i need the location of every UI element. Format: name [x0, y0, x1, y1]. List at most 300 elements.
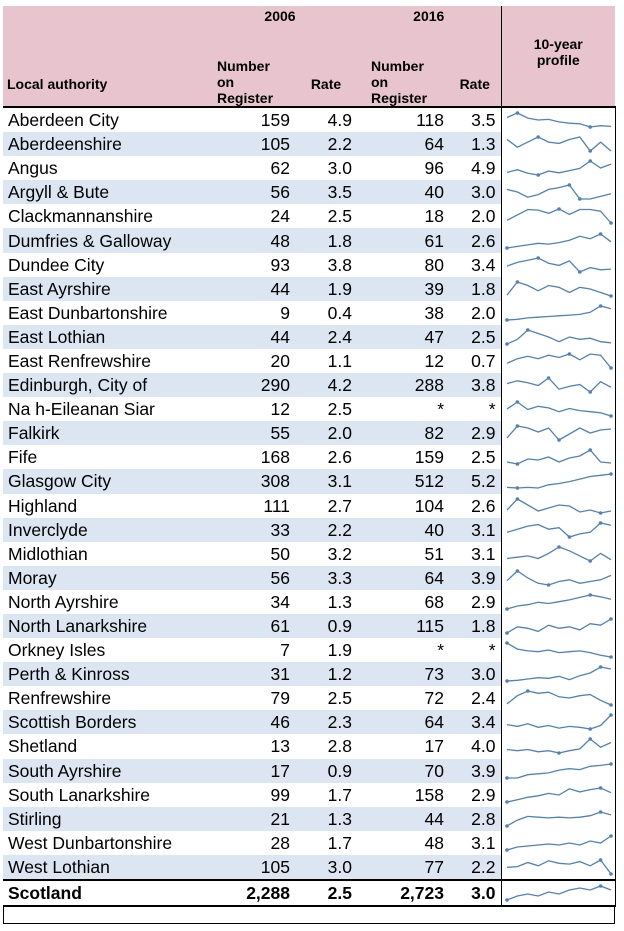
sparkline-marker [588, 390, 592, 394]
sparkline-marker [578, 270, 582, 274]
sparkline-cell [501, 325, 615, 349]
number-2006: 105 [203, 132, 295, 156]
sparkline-line [507, 764, 611, 778]
table-row [3, 156, 615, 180]
table-row [3, 301, 615, 325]
authority-name: Na h-Eileanan Siar [3, 397, 203, 421]
rate-2006-header: Rate [295, 26, 357, 107]
sparkline-marker [505, 641, 509, 645]
sparkline-marker [505, 607, 509, 611]
table-row [3, 807, 615, 831]
authority-name: Renfrewshire [3, 686, 203, 710]
sparkline-cell [501, 590, 615, 614]
sparkline [504, 568, 614, 588]
table-row [3, 445, 615, 469]
table-row [3, 349, 615, 373]
rate-2006: 1.2 [295, 662, 357, 686]
authority-name: Aberdeen City [3, 107, 203, 132]
register-table [3, 6, 616, 907]
sparkline [504, 423, 614, 443]
sparkline-marker [609, 617, 613, 621]
authority-name: East Dunbartonshire [3, 301, 203, 325]
rate-2006: 0.9 [295, 614, 357, 638]
sparkline-marker [546, 583, 550, 587]
sparkline-cell [501, 373, 615, 397]
number-2006: 111 [203, 494, 295, 518]
sparkline-cell [501, 204, 615, 228]
sparkline-marker [588, 728, 592, 732]
authority-name: West Dunbartonshire [3, 831, 203, 855]
number-2016: 18 [357, 204, 449, 228]
number-2016: 72 [357, 686, 449, 710]
number-2016: 77 [357, 855, 449, 880]
sparkline-line [507, 426, 611, 440]
sparkline-cell [501, 349, 615, 373]
sparkline [504, 279, 614, 299]
number-2016: 68 [357, 590, 449, 614]
table-row [3, 421, 615, 445]
sparkline-cell [501, 807, 615, 831]
sparkline-cell [501, 107, 615, 132]
sparkline-marker [505, 679, 509, 683]
number-2016: 38 [357, 301, 449, 325]
sparkline-marker [567, 184, 571, 188]
rate-2016: 3.0 [449, 662, 501, 686]
sparkline-marker [609, 703, 613, 707]
sparkline-line [507, 282, 611, 296]
table-row [3, 614, 615, 638]
rate-2016: 3.1 [449, 831, 501, 855]
number-2006: 50 [203, 542, 295, 566]
rate-2016: 1.8 [449, 277, 501, 301]
sparkline [504, 447, 614, 467]
sparkline-marker [515, 111, 519, 115]
number-2016: 70 [357, 759, 449, 783]
sparkline [504, 182, 614, 202]
authority-name: Shetland [3, 734, 203, 758]
sparkline-marker [526, 328, 530, 332]
rate-2016: 1.8 [449, 614, 501, 638]
number-2006: 34 [203, 590, 295, 614]
sparkline-marker [609, 834, 613, 838]
number-2006: 9 [203, 301, 295, 325]
rate-2006: 1.7 [295, 783, 357, 807]
sparkline-marker [588, 559, 592, 563]
rate-2006: 2.7 [295, 494, 357, 518]
number-2016: 512 [357, 469, 449, 493]
sparkline-cell [501, 156, 615, 180]
sparkline [504, 520, 614, 540]
rate-2006: 3.0 [295, 855, 357, 880]
authority-name: Stirling [3, 807, 203, 831]
sparkline-marker [598, 232, 602, 236]
sparkline-marker [609, 473, 613, 477]
number-2006: 159 [203, 107, 295, 132]
rate-2016: 3.4 [449, 710, 501, 734]
sparkline [504, 375, 614, 395]
rate-2016: 3.5 [449, 107, 501, 132]
sparkline [504, 592, 614, 612]
sparkline-marker [588, 159, 592, 163]
rate-2016: 3.9 [449, 566, 501, 590]
sparkline-marker [609, 872, 613, 876]
authority-name: Dumfries & Galloway [3, 228, 203, 252]
sparkline-marker [598, 884, 602, 888]
table-row [3, 494, 615, 518]
authority-name: South Ayrshire [3, 759, 203, 783]
number-2006: 105 [203, 855, 295, 880]
authority-name: East Ayrshire [3, 277, 203, 301]
rate-2016: 4.9 [449, 156, 501, 180]
sparkline-cell [501, 469, 615, 493]
rate-2006: 3.2 [295, 542, 357, 566]
sparkline [504, 303, 614, 323]
sparkline [504, 809, 614, 829]
number-2016: 96 [357, 156, 449, 180]
number-2016-header: Number on Register [357, 26, 449, 107]
authority-name: West Lothian [3, 855, 203, 880]
authority-name: Dundee City [3, 253, 203, 277]
sparkline-marker [505, 824, 509, 828]
sparkline-cell [501, 638, 615, 662]
number-2006: 62 [203, 156, 295, 180]
number-2006: 46 [203, 710, 295, 734]
number-2006: 21 [203, 807, 295, 831]
sparkline-line [507, 667, 611, 681]
sparkline-marker [588, 738, 592, 742]
sparkline-marker [598, 521, 602, 525]
sparkline-marker [598, 304, 602, 308]
table-row [3, 518, 615, 542]
sparkline-marker [588, 593, 592, 597]
sparkline-line [507, 571, 611, 585]
sparkline-line [507, 474, 611, 488]
rate-2016: 3.8 [449, 373, 501, 397]
sparkline-cell [501, 566, 615, 590]
number-2006: 12 [203, 397, 295, 421]
sparkline-marker [588, 449, 592, 453]
authority-name: Midlothian [3, 542, 203, 566]
table-row [3, 373, 615, 397]
rate-2006: 2.8 [295, 734, 357, 758]
sparkline [504, 883, 614, 903]
sparkline-marker [526, 689, 530, 693]
sparkline-cell [501, 132, 615, 156]
sparkline-marker [598, 511, 602, 515]
number-2016: 80 [357, 253, 449, 277]
number-2006: 79 [203, 686, 295, 710]
number-2016: * [357, 397, 449, 421]
table-row [3, 783, 615, 807]
authority-name: Perth & Kinross [3, 662, 203, 686]
table-header [3, 6, 615, 107]
sparkline-cell [501, 614, 615, 638]
rate-2006: 2.4 [295, 325, 357, 349]
rate-2006: 2.2 [295, 518, 357, 542]
rate-2006: 1.8 [295, 228, 357, 252]
number-2006: 28 [203, 831, 295, 855]
sparkline-marker [609, 414, 613, 418]
rate-2016: 2.0 [449, 204, 501, 228]
rate-2016: 3.1 [449, 542, 501, 566]
table-row [3, 253, 615, 277]
authority-name: Edinburgh, City of [3, 373, 203, 397]
sparkline-marker [546, 376, 550, 380]
table-row [3, 325, 615, 349]
sparkline [504, 688, 614, 708]
sparkline-marker [609, 714, 613, 718]
number-2016: 64 [357, 566, 449, 590]
number-2016: 61 [357, 228, 449, 252]
sparkline [504, 544, 614, 564]
rate-2006: 2.5 [295, 204, 357, 228]
year-2016-header: 2016 [357, 6, 501, 26]
number-2016: * [357, 638, 449, 662]
number-2006: 13 [203, 734, 295, 758]
rate-2016: 0.7 [449, 349, 501, 373]
rate-2016: 2.2 [449, 855, 501, 880]
sparkline-marker [588, 149, 592, 153]
sparkline-marker [536, 256, 540, 260]
sparkline-marker [536, 135, 540, 139]
number-2006: 168 [203, 445, 295, 469]
sparkline [504, 327, 614, 347]
number-2016: 39 [357, 277, 449, 301]
rate-2016: 2.9 [449, 421, 501, 445]
table-row [3, 180, 615, 204]
sparkline-cell [501, 710, 615, 734]
local-authority-header: Local authority [3, 26, 203, 107]
sparkline-line [507, 258, 611, 272]
number-2006: 290 [203, 373, 295, 397]
sparkline-cell [501, 518, 615, 542]
rate-2006: 1.9 [295, 638, 357, 662]
table-row [3, 469, 615, 493]
rate-2016: 2.8 [449, 807, 501, 831]
sparkline [504, 255, 614, 275]
sparkline-marker [515, 463, 519, 467]
rate-2006: 3.3 [295, 566, 357, 590]
table-row [3, 855, 615, 880]
number-2016: 48 [357, 831, 449, 855]
rate-2006: 3.5 [295, 180, 357, 204]
sparkline-cell [501, 734, 615, 758]
sparkline-marker [557, 208, 561, 212]
rate-2016: 3.0 [449, 880, 501, 906]
authority-name: Orkney Isles [3, 638, 203, 662]
authority-name: Aberdeenshire [3, 132, 203, 156]
rate-2006: 1.7 [295, 831, 357, 855]
sparkline [504, 712, 614, 732]
sparkline-line [507, 595, 611, 609]
sparkline-line [507, 234, 611, 248]
sparkline [504, 785, 614, 805]
rate-2016: 2.6 [449, 228, 501, 252]
table-row [3, 759, 615, 783]
sparkline-marker [609, 762, 613, 766]
table-row [3, 277, 615, 301]
sparkline-cell [501, 880, 615, 906]
sparkline-marker [505, 898, 509, 902]
sparkline-marker [609, 222, 613, 226]
rate-2006: 0.4 [295, 301, 357, 325]
number-2016: 47 [357, 325, 449, 349]
authority-name: North Ayrshire [3, 590, 203, 614]
sparkline-line [507, 691, 611, 705]
sparkline-cell [501, 253, 615, 277]
number-2016: 51 [357, 542, 449, 566]
number-2006-header: Number on Register [203, 26, 295, 107]
sparkline-marker [557, 752, 561, 756]
sparkline-line [507, 330, 611, 344]
authority-name: South Lanarkshire [3, 783, 203, 807]
number-2016: 82 [357, 421, 449, 445]
sparkline-marker [557, 438, 561, 442]
sparkline-line [507, 378, 611, 392]
sparkline-cell [501, 180, 615, 204]
rate-2016-header: Rate [449, 26, 501, 107]
rate-2016: * [449, 638, 501, 662]
sparkline-marker [598, 810, 602, 814]
sparkline [504, 158, 614, 178]
number-2006: 308 [203, 469, 295, 493]
profile-header: 10-year profile [501, 26, 615, 107]
rate-2006: 1.1 [295, 349, 357, 373]
table-row [3, 132, 615, 156]
sparkline-marker [505, 776, 509, 780]
number-2006: 55 [203, 421, 295, 445]
number-2006: 2,288 [203, 880, 295, 906]
sparkline-marker [598, 665, 602, 669]
rate-2006: 4.2 [295, 373, 357, 397]
authority-name: Glasgow City [3, 469, 203, 493]
sparkline-line [507, 836, 611, 850]
sparkline-marker [515, 497, 519, 501]
rate-2016: 2.9 [449, 783, 501, 807]
number-2006: 99 [203, 783, 295, 807]
rate-2016: 3.0 [449, 180, 501, 204]
rate-2006: 2.2 [295, 132, 357, 156]
number-2016: 17 [357, 734, 449, 758]
sparkline-cell [501, 397, 615, 421]
number-2016: 158 [357, 783, 449, 807]
number-2016: 2,723 [357, 880, 449, 906]
sparkline-line [507, 137, 611, 151]
rate-2006: 1.9 [295, 277, 357, 301]
sparkline-marker [505, 848, 509, 852]
table-row [3, 662, 615, 686]
authority-name: North Lanarkshire [3, 614, 203, 638]
sparkline [504, 640, 614, 660]
sparkline-marker [567, 535, 571, 539]
sparkline-marker [515, 424, 519, 428]
sparkline-marker [536, 173, 540, 177]
sparkline-marker [567, 352, 571, 356]
number-2006: 31 [203, 662, 295, 686]
sparkline-cell [501, 421, 615, 445]
table-row [3, 228, 615, 252]
number-2006: 61 [203, 614, 295, 638]
sparkline-cell [501, 759, 615, 783]
sparkline-marker [598, 858, 602, 862]
authority-name: East Lothian [3, 325, 203, 349]
sparkline-line [507, 354, 611, 368]
sparkline-marker [515, 400, 519, 404]
rate-2006: 2.5 [295, 397, 357, 421]
rate-2006: 3.8 [295, 253, 357, 277]
table-row [3, 107, 615, 132]
sparkline-line [507, 523, 611, 537]
number-2006: 24 [203, 204, 295, 228]
sparkline-marker [557, 545, 561, 549]
sparkline-marker [515, 487, 519, 491]
rate-2016: 5.2 [449, 469, 501, 493]
authority-name: Argyll & Bute [3, 180, 203, 204]
table-row [3, 397, 615, 421]
table-body [3, 107, 615, 906]
authority-name: Inverclyde [3, 518, 203, 542]
sparkline [504, 616, 614, 636]
authority-name: Scotland [3, 880, 203, 906]
sparkline-line [507, 547, 611, 561]
sparkline-line [507, 450, 611, 464]
sparkline-marker [609, 655, 613, 659]
number-2016: 288 [357, 373, 449, 397]
sparkline-marker [598, 786, 602, 790]
rate-2016: 2.9 [449, 590, 501, 614]
rate-2006: 3.0 [295, 156, 357, 180]
sparkline-marker [505, 318, 509, 322]
authority-name: Highland [3, 494, 203, 518]
sparkline-line [507, 306, 611, 320]
sparkline-marker [515, 280, 519, 284]
sparkline-marker [609, 366, 613, 370]
authority-name: Angus [3, 156, 203, 180]
number-2006: 44 [203, 325, 295, 349]
sparkline [504, 664, 614, 684]
number-2016: 115 [357, 614, 449, 638]
sparkline-marker [588, 125, 592, 129]
sparkline-marker [515, 569, 519, 573]
sparkline-cell [501, 542, 615, 566]
sparkline-cell [501, 277, 615, 301]
number-2016: 64 [357, 710, 449, 734]
sparkline [504, 833, 614, 853]
number-2016: 73 [357, 662, 449, 686]
sparkline [504, 231, 614, 251]
sparkline-line [507, 619, 611, 633]
authority-name: Scottish Borders [3, 710, 203, 734]
sparkline-line [507, 161, 611, 175]
sparkline-line [507, 185, 611, 199]
authority-name: Fife [3, 445, 203, 469]
authority-name: Clackmannanshire [3, 204, 203, 228]
number-2016: 40 [357, 180, 449, 204]
number-2016: 104 [357, 494, 449, 518]
sparkline [504, 471, 614, 491]
number-2006: 7 [203, 638, 295, 662]
rate-2016: 2.4 [449, 686, 501, 710]
rate-2006: 1.3 [295, 590, 357, 614]
sparkline-cell [501, 686, 615, 710]
number-2006: 93 [203, 253, 295, 277]
sparkline-line [507, 715, 611, 729]
sparkline-line [507, 788, 611, 802]
rate-2016: 3.1 [449, 518, 501, 542]
rate-2016: 3.4 [449, 253, 501, 277]
number-2006: 33 [203, 518, 295, 542]
authority-name: Moray [3, 566, 203, 590]
